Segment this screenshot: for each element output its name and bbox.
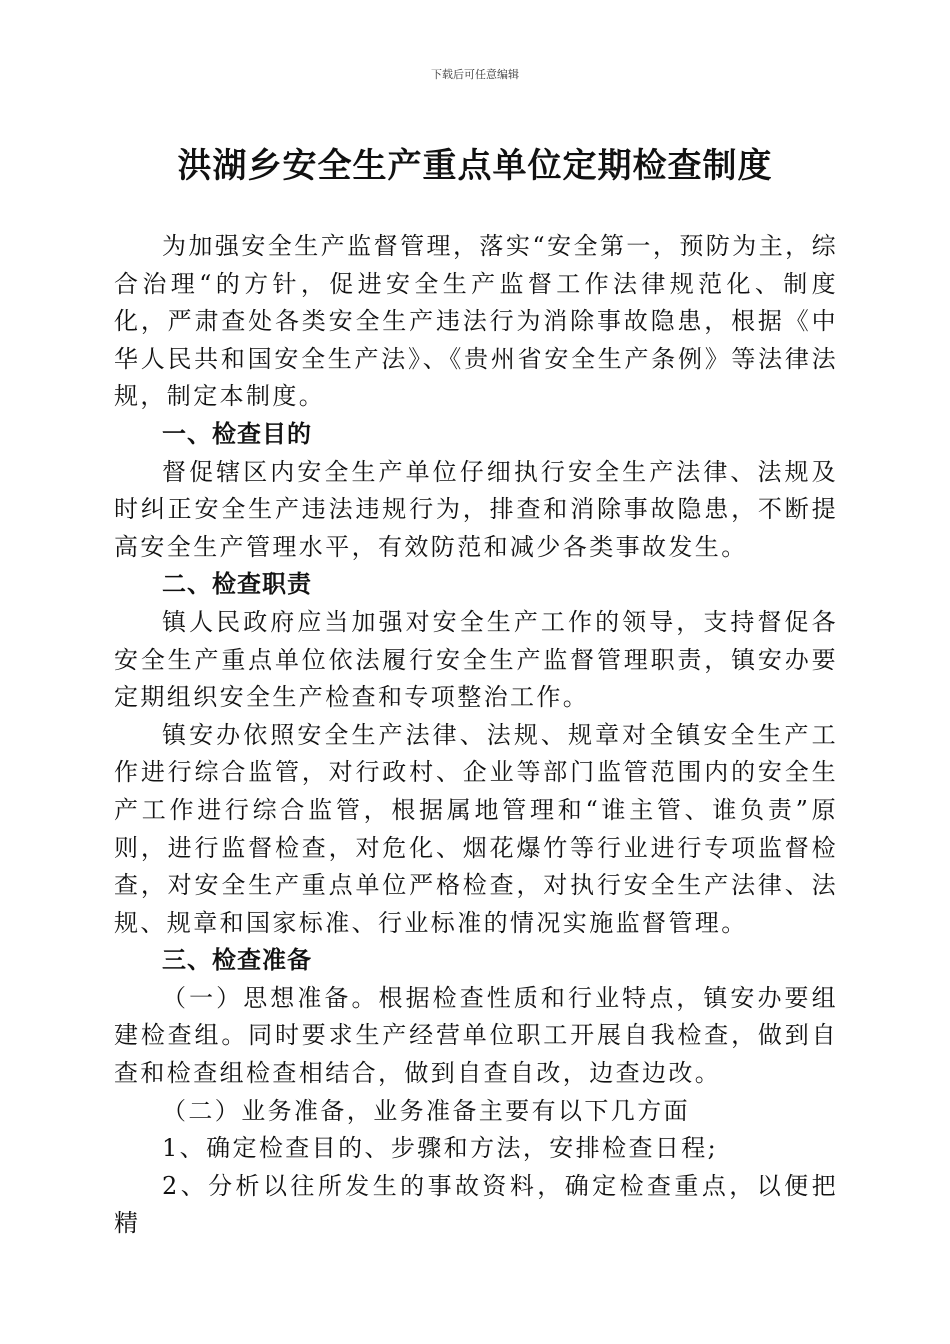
preparation-paragraph-2: （二）业务准备，业务准备主要有以下几方面: [162, 1096, 690, 1125]
preparation-item-2: 2、分析以往所发生的事故资料，确定检查重点，以便把精: [114, 1171, 838, 1238]
purpose-paragraph: 督促辖区内安全生产单位仔细执行安全生产法律、法规及时纠正安全生产违法违规行为，排查和消除事故隐患，不断提高安全生产管理水平，有效防范和减少各类事故发生。: [114, 457, 838, 561]
header-note: 下载后可任意编辑: [431, 68, 519, 81]
document-title: 洪湖乡安全生产重点单位定期检查制度: [177, 146, 773, 186]
intro-paragraph: 为加强安全生产监督管理，落实“安全第一，预防为主，综合治理“的方针，促进安全生产监督工作法律规范化、制度化，严肃查处各类安全生产违法行为消除事故隐患，根据《中华人民共和国安全生产法》、《贵州省安全生产条例》等法律法规，制定本制度。: [114, 232, 838, 411]
duties-paragraph-2: 镇安办依照安全生产法律、法规、规章对全镇安全生产工作进行综合监管，对行政村、企业等部门监管范围内的安全生产工作进行综合监管，根据属地管理和“谁主管、谁负责”原则，进行监督检查，对危化、烟花爆竹等行业进行专项监督检查，对安全生产重点单位严格检查，对执行安全生产法律、法规、规章和国家标准、行业标准的情况实施监督管理。: [114, 720, 838, 937]
duties-paragraph-1: 镇人民政府应当加强对安全生产工作的领导，支持督促各安全生产重点单位依法履行安全生产监督管理职责，镇安办要定期组织安全生产检查和专项整治工作。: [114, 607, 838, 712]
section-heading-duties: 二、检查职责: [162, 570, 312, 599]
document-body: [114, 228, 838, 1243]
preparation-paragraph-1: （一）思想准备。根据检查性质和行业特点，镇安办要组建检查组。同时要求生产经营单位职工开展自我检查，做到自查和检查组检查相结合，做到自查自改，边查边改。: [114, 983, 838, 1088]
section-heading-purpose: 一、检查目的: [162, 419, 312, 448]
section-heading-preparation: 三、检查准备: [162, 946, 312, 975]
preparation-item-1: 1、确定检查目的、步骤和方法，安排检查日程;: [162, 1134, 719, 1163]
